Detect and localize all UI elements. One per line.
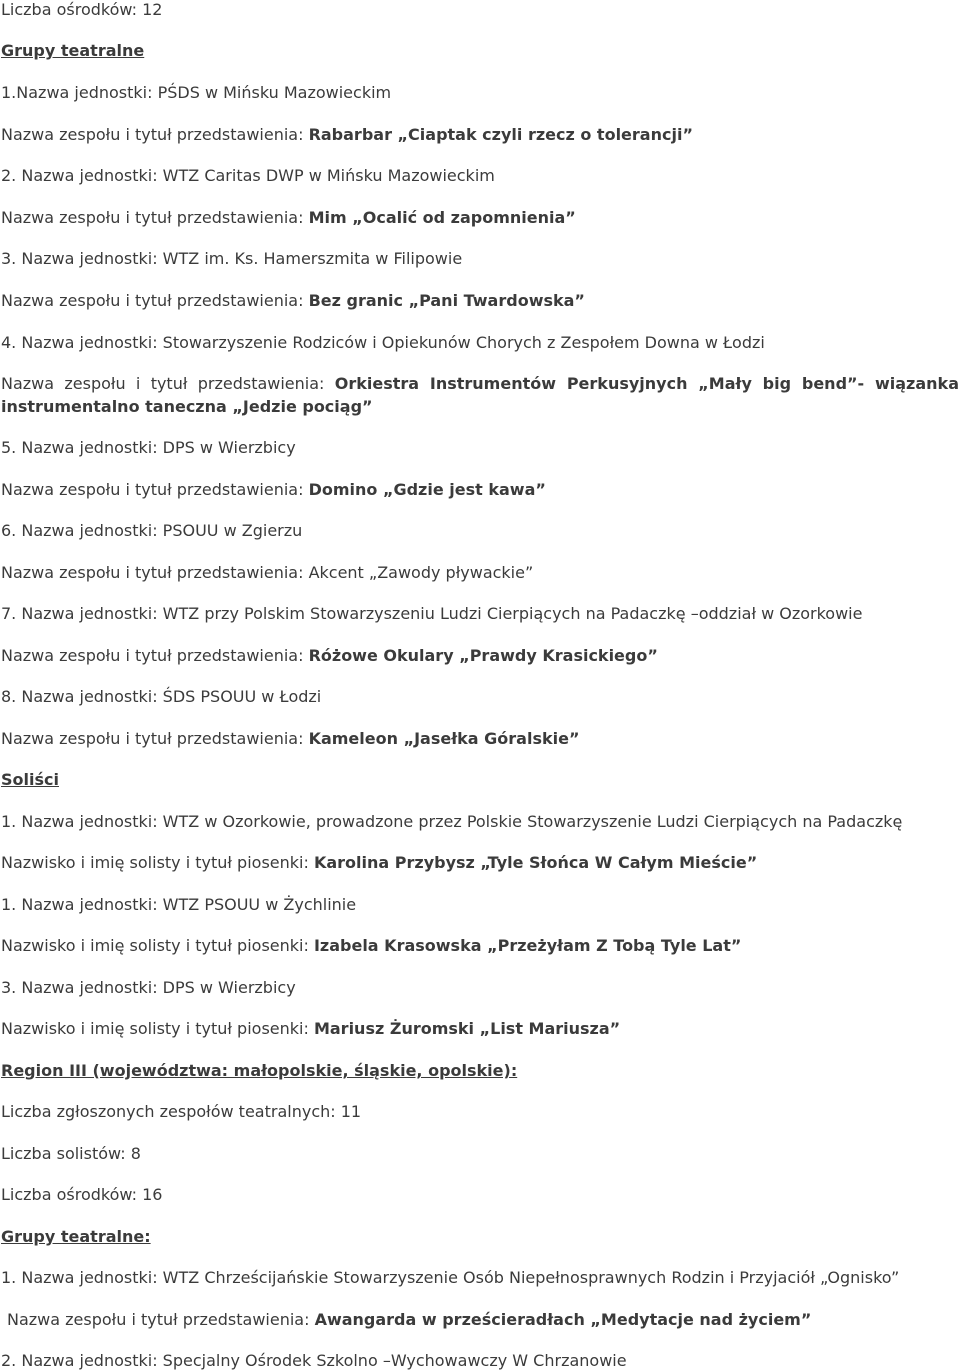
theatre-groups-heading: Grupy teatralne [1,41,145,60]
soloists-count: Liczba solistów: 8 [1,1144,141,1163]
unit-line: 6. Nazwa jednostki: PSOUU w Zgierzu [1,521,303,540]
performance-line: Nazwa zespołu i tytuł przedstawienia: Orkiestra Instrumentów Perkusyjnych „Mały big bend”- wiązanka instrumentalno taneczna „Jedzie pociąg” [1,374,959,416]
centers-count: Liczba ośrodków: 16 [1,1185,163,1204]
unit-line: 5. Nazwa jednostki: DPS w Wierzbicy [1,438,296,457]
performance-line: Nazwa zespołu i tytuł przedstawienia: Domino „Gdzie jest kawa” [1,480,546,499]
performance-line: Nazwa zespołu i tytuł przedstawienia: Mim „Ocalić od zapomnienia” [1,208,576,227]
performance-line: Nazwa zespołu i tytuł przedstawienia: Rabarbar „Ciaptak czyli rzecz o tolerancji” [1,125,693,144]
performance-line: Nazwa zespołu i tytuł przedstawienia: Akcent „Zawody pływackie” [1,563,534,582]
unit-line: 7. Nazwa jednostki: WTZ przy Polskim Stowarzyszeniu Ludzi Cierpiących na Padaczkę –oddział w Ozorkowie [1,604,863,623]
theatre-groups-heading: Grupy teatralne: [1,1227,151,1246]
unit-line: 3. Nazwa jednostki: WTZ im. Ks. Hamerszmita w Filipowie [1,249,463,268]
unit-line: 2. Nazwa jednostki: Specjalny Ośrodek Szkolno –Wychowawczy W Chrzanowie [1,1351,627,1370]
performance-line: Nazwa zespołu i tytuł przedstawienia: Awangarda w prześcieradłach „Medytacje nad życiem” [7,1310,812,1329]
performance-line: Nazwa zespołu i tytuł przedstawienia: Różowe Okulary „Prawdy Krasickiego” [1,646,658,665]
soloist-line: Nazwisko i imię solisty i tytuł piosenki: Karolina Przybysz „Tyle Słońca W Całym Mieście” [1,853,758,872]
performance-line: Nazwa zespołu i tytuł przedstawienia: Kameleon „Jasełka Góralskie” [1,729,580,748]
unit-line: 1. Nazwa jednostki: WTZ PSOUU w Żychlinie [1,895,357,914]
unit-line: 1. Nazwa jednostki: WTZ w Ozorkowie, prowadzone przez Polskie Stowarzyszenie Ludzi Cierpiących na Padaczkę [1,812,903,831]
unit-line: 1.Nazwa jednostki: PŚDS w Mińsku Mazowieckim [1,83,392,102]
unit-line: 4. Nazwa jednostki: Stowarzyszenie Rodziców i Opiekunów Chorych z Zespołem Downa w Łodzi [1,333,765,352]
unit-line: 2. Nazwa jednostki: WTZ Caritas DWP w Mińsku Mazowieckim [1,166,495,185]
unit-line: 1. Nazwa jednostki: WTZ Chrześcijańskie Stowarzyszenie Osób Niepełnosprawnych Rodzin i Przyjaciół „Ognisko” [1,1268,900,1287]
performance-line: Nazwa zespołu i tytuł przedstawienia: Bez granic „Pani Twardowska” [1,291,585,310]
soloist-line: Nazwisko i imię solisty i tytuł piosenki: Mariusz Żuromski „List Mariusza” [1,1019,621,1038]
soloists-heading: Soliści [1,770,59,789]
soloist-line: Nazwisko i imię solisty i tytuł piosenki: Izabela Krasowska „Przeżyłam Z Tobą Tyle Lat” [1,936,742,955]
groups-count: Liczba zgłoszonych zespołów teatralnych: 11 [1,1102,362,1121]
centers-count: Liczba ośrodków: 12 [1,0,163,19]
unit-line: 8. Nazwa jednostki: ŚDS PSOUU w Łodzi [1,687,322,706]
unit-line: 3. Nazwa jednostki: DPS w Wierzbicy [1,978,296,997]
region-heading: Region III (województwa: małopolskie, śląskie, opolskie): [1,1061,518,1080]
